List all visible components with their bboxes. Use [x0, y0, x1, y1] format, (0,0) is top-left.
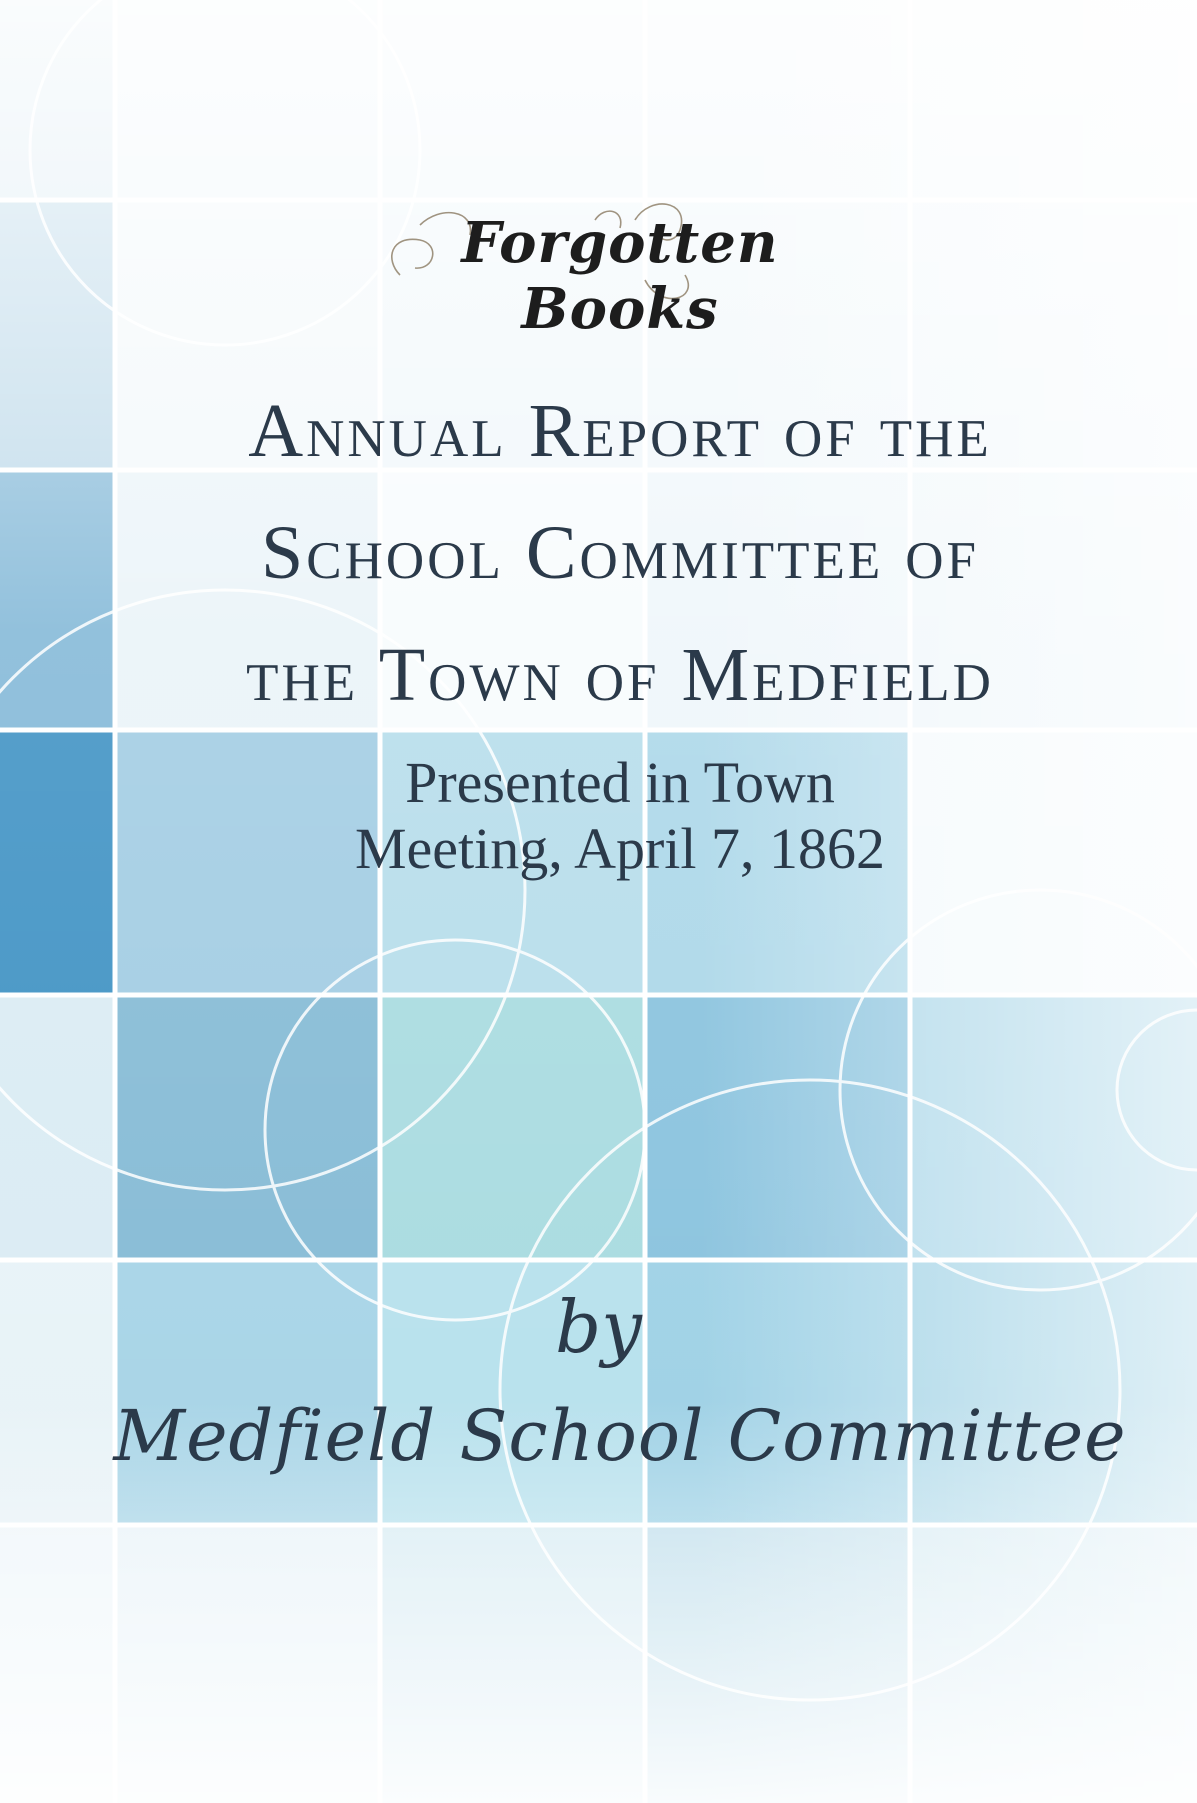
by-label: by: [555, 1285, 642, 1369]
book-title: [120, 370, 1120, 736]
book-subtitle: [280, 750, 960, 882]
subtitle-line: Presented in Town: [405, 750, 835, 815]
subtitle-line: Meeting, April 7, 1862: [354, 816, 885, 881]
title-line: the Town of Medfield: [246, 633, 994, 717]
title-line: School Committee of: [261, 511, 979, 595]
publisher-logo-text: Forgotten Books: [461, 210, 779, 342]
book-author: Medfield School Committee: [113, 1395, 1127, 1477]
title-line: Annual Report of the: [248, 389, 992, 473]
publisher-logo: [380, 180, 860, 342]
